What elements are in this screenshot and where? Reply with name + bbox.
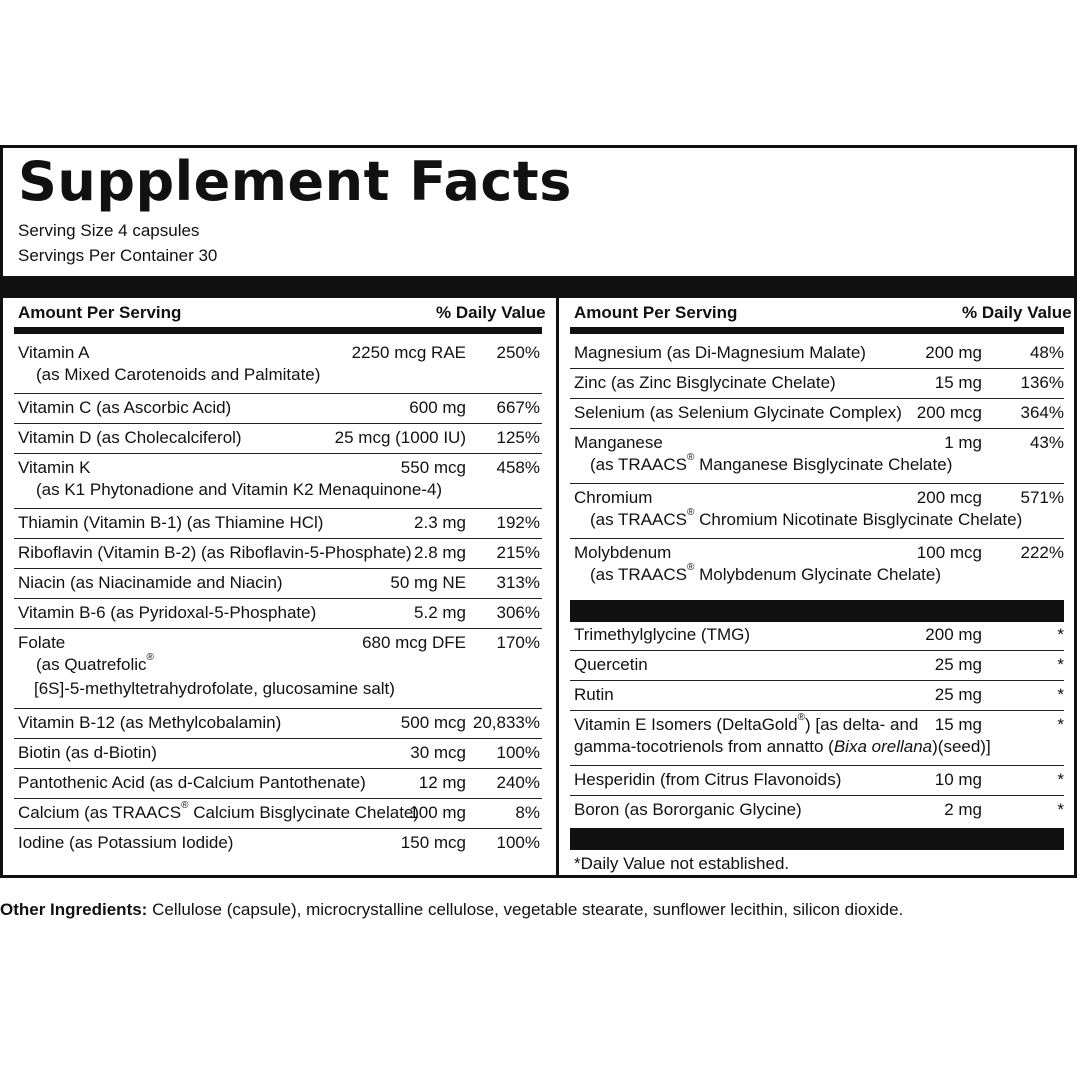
nutrient-daily-value: * bbox=[1057, 655, 1064, 674]
nutrient-row-name: Riboflavin (Vitamin B-2) (as Riboflavin-5-Phosphate) bbox=[18, 543, 412, 562]
nutrient-row-source: (as Mixed Carotenoids and Palmitate) bbox=[36, 365, 321, 384]
nutrient-amount: 680 mcg DFE bbox=[362, 633, 466, 652]
nutrient-amount: 12 mg bbox=[418, 773, 466, 792]
nutrient-amount: 25 mg bbox=[934, 655, 982, 674]
nutrient-daily-value: 100% bbox=[496, 833, 540, 852]
nutrient-row-name: Rutin bbox=[574, 685, 614, 704]
nutrient-row-name: Pantothenic Acid (as d-Calcium Pantothenate) bbox=[18, 773, 366, 792]
row-divider bbox=[570, 650, 1064, 651]
nutrient-source-cont: [6S]-5-methyltetrahydrofolate, glucosamine salt) bbox=[34, 679, 395, 698]
row-divider bbox=[14, 738, 542, 739]
nutrient-row-name: Hesperidin (from Citrus Flavonoids) bbox=[574, 770, 842, 789]
nutrient-row-name: Zinc (as Zinc Bisglycinate Chelate) bbox=[574, 373, 836, 392]
nutrient-amount: 550 mcg bbox=[400, 458, 466, 477]
botanical-name: Bixa orellana bbox=[833, 737, 933, 756]
serving-size: Serving Size 4 capsules bbox=[18, 221, 200, 240]
nutrient-row-name: Biotin (as d-Biotin) bbox=[18, 743, 157, 762]
nutrient-amount: 2 mg bbox=[944, 800, 982, 819]
nutrient-daily-value: 136% bbox=[1020, 373, 1064, 392]
nutrient-amount: 150 mcg bbox=[400, 833, 466, 852]
nutrient-daily-value: 215% bbox=[496, 543, 540, 562]
nutrient-amount: 25 mg bbox=[934, 685, 982, 704]
nutrient-amount: 15 mg bbox=[934, 373, 982, 392]
nutrient-amount: 30 mcg bbox=[410, 743, 466, 762]
nutrient-daily-value: 48% bbox=[1029, 343, 1064, 362]
row-divider bbox=[570, 483, 1064, 484]
nutrient-row-name: Vitamin E Isomers (DeltaGold®) [as delta- and bbox=[574, 712, 919, 734]
column-divider bbox=[556, 298, 559, 876]
nutrient-daily-value: 571% bbox=[1020, 488, 1064, 507]
row-divider bbox=[14, 828, 542, 829]
nutrient-amount: 50 mg NE bbox=[390, 573, 466, 592]
left-amount-header: Amount Per Serving bbox=[18, 303, 182, 322]
nutrient-daily-value: 306% bbox=[496, 603, 540, 622]
nutrient-row-source: (as K1 Phytonadione and Vitamin K2 Menaquinone-4) bbox=[36, 480, 443, 499]
row-divider bbox=[14, 768, 542, 769]
daily-value-footnote: *Daily Value not established. bbox=[574, 854, 790, 873]
nutrient-row-name: Vitamin A bbox=[18, 343, 90, 362]
nutrient-amount: 25 mcg (1000 IU) bbox=[334, 428, 466, 447]
nutrient-amount: 200 mcg bbox=[916, 488, 982, 507]
nutrient-amount: 2.3 mg bbox=[414, 513, 466, 532]
nutrient-row-name: Chromium bbox=[574, 488, 653, 507]
row-divider bbox=[14, 393, 542, 394]
other-ingredients-text: Cellulose (capsule), microcrystalline cellulose, vegetable stearate, sunflower lecithin, silicon dioxide. bbox=[147, 900, 904, 919]
row-divider bbox=[570, 398, 1064, 399]
nutrient-daily-value: 125% bbox=[496, 428, 540, 447]
nutrient-amount: 200 mg bbox=[925, 343, 982, 362]
nutrient-amount: 1 mg bbox=[944, 433, 982, 452]
servings-per-container: Servings Per Container 30 bbox=[18, 246, 218, 265]
nutrient-row-name: Calcium (as TRAACS® Calcium Bisglycinate Chelate) bbox=[18, 800, 420, 822]
nutrient-daily-value: * bbox=[1057, 770, 1064, 789]
thick-divider-right-middle bbox=[570, 600, 1064, 622]
thick-divider-right-bottom bbox=[570, 828, 1064, 850]
nutrient-amount: 5.2 mg bbox=[414, 603, 466, 622]
right-amount-header: Amount Per Serving bbox=[574, 303, 738, 322]
nutrient-row-name: Folate bbox=[18, 633, 66, 652]
row-divider bbox=[14, 798, 542, 799]
nutrient-row-name: Manganese bbox=[574, 433, 663, 452]
nutrient-amount: 200 mcg bbox=[916, 403, 982, 422]
nutrient-row-name: Vitamin D (as Cholecalciferol) bbox=[18, 428, 242, 447]
nutrient-row-name: Boron (as Bororganic Glycine) bbox=[574, 800, 802, 819]
nutrient-amount: 15 mg bbox=[934, 715, 982, 734]
row-divider bbox=[14, 508, 542, 509]
registered-mark: ® bbox=[181, 800, 189, 811]
nutrient-row-name: Vitamin K bbox=[18, 458, 91, 477]
nutrient-row-name: Molybdenum bbox=[574, 543, 672, 562]
nutrient-daily-value: * bbox=[1057, 715, 1064, 734]
thick-divider-top bbox=[3, 276, 1074, 298]
row-divider bbox=[14, 538, 542, 539]
nutrient-daily-value: 8% bbox=[515, 803, 540, 822]
row-divider bbox=[570, 765, 1064, 766]
row-divider bbox=[570, 795, 1064, 796]
registered-mark: ® bbox=[687, 452, 695, 463]
row-divider bbox=[570, 680, 1064, 681]
nutrient-amount: 100 mg bbox=[409, 803, 466, 822]
nutrient-daily-value: 667% bbox=[496, 398, 540, 417]
nutrient-daily-value: 364% bbox=[1020, 403, 1064, 422]
nutrient-daily-value: * bbox=[1057, 625, 1064, 644]
nutrient-daily-value: 100% bbox=[496, 743, 540, 762]
nutrient-row-source: (as TRAACS® Molybdenum Glycinate Chelate) bbox=[590, 562, 941, 584]
nutrient-daily-value: 170% bbox=[496, 633, 540, 652]
other-ingredients-label: Other Ingredients: bbox=[0, 900, 148, 919]
row-divider bbox=[570, 538, 1064, 539]
right-header-rule bbox=[570, 327, 1064, 334]
row-divider bbox=[14, 628, 542, 629]
nutrient-row-name: Iodine (as Potassium Iodide) bbox=[18, 833, 234, 852]
nutrient-amount: 2250 mcg RAE bbox=[351, 343, 466, 362]
nutrient-row-name: Trimethylglycine (TMG) bbox=[574, 625, 750, 644]
nutrient-daily-value: * bbox=[1057, 800, 1064, 819]
registered-mark: ® bbox=[687, 562, 695, 573]
nutrient-amount: 2.8 mg bbox=[414, 543, 466, 562]
nutrient-row-name: Vitamin B-6 (as Pyridoxal-5-Phosphate) bbox=[18, 603, 317, 622]
nutrient-amount: 600 mg bbox=[409, 398, 466, 417]
nutrient-amount: 200 mg bbox=[925, 625, 982, 644]
nutrient-row-name: Vitamin C (as Ascorbic Acid) bbox=[18, 398, 232, 417]
other-ingredients bbox=[0, 898, 903, 922]
row-divider bbox=[14, 708, 542, 709]
nutrient-daily-value: 43% bbox=[1029, 433, 1064, 452]
row-divider bbox=[570, 368, 1064, 369]
nutrient-daily-value: 192% bbox=[496, 513, 540, 532]
row-divider bbox=[14, 423, 542, 424]
nutrient-row-source: (as TRAACS® Manganese Bisglycinate Chelate) bbox=[590, 452, 953, 474]
nutrient-row-name: Selenium (as Selenium Glycinate Complex) bbox=[574, 403, 902, 422]
nutrient-daily-value: 250% bbox=[496, 343, 540, 362]
registered-mark: ® bbox=[797, 712, 805, 723]
page-title: Supplement Facts bbox=[18, 150, 572, 213]
row-divider bbox=[570, 428, 1064, 429]
nutrient-daily-value: 240% bbox=[496, 773, 540, 792]
nutrient-row-name: Vitamin B-12 (as Methylcobalamin) bbox=[18, 713, 282, 732]
nutrient-daily-value: * bbox=[1057, 685, 1064, 704]
registered-mark: ® bbox=[687, 507, 695, 518]
nutrient-row-source: (as TRAACS® Chromium Nicotinate Bisglycinate Chelate) bbox=[590, 507, 1023, 529]
row-divider bbox=[14, 598, 542, 599]
nutrient-row-source: gamma-tocotrienols from annatto (Bixa orellana)(seed)] bbox=[574, 737, 991, 756]
right-dv-header: % Daily Value bbox=[962, 303, 1072, 322]
left-dv-header: % Daily Value bbox=[436, 303, 546, 322]
nutrient-amount: 500 mcg bbox=[400, 713, 466, 732]
nutrient-row-name: Quercetin bbox=[574, 655, 648, 674]
nutrient-amount: 10 mg bbox=[934, 770, 982, 789]
row-divider bbox=[570, 710, 1064, 711]
nutrient-amount: 100 mcg bbox=[916, 543, 982, 562]
registered-mark: ® bbox=[146, 652, 154, 663]
nutrient-daily-value: 222% bbox=[1020, 543, 1064, 562]
row-divider bbox=[14, 453, 542, 454]
row-divider bbox=[14, 568, 542, 569]
nutrient-row-name: Niacin (as Niacinamide and Niacin) bbox=[18, 573, 283, 592]
left-header-rule bbox=[14, 327, 542, 334]
nutrient-row-name: Magnesium (as Di-Magnesium Malate) bbox=[574, 343, 866, 362]
nutrient-daily-value: 313% bbox=[496, 573, 540, 592]
nutrient-row-name: Thiamin (Vitamin B-1) (as Thiamine HCl) bbox=[18, 513, 324, 532]
nutrient-row-source: (as Quatrefolic® bbox=[36, 652, 154, 674]
nutrient-daily-value: 20,833% bbox=[472, 713, 540, 732]
nutrient-daily-value: 458% bbox=[496, 458, 540, 477]
